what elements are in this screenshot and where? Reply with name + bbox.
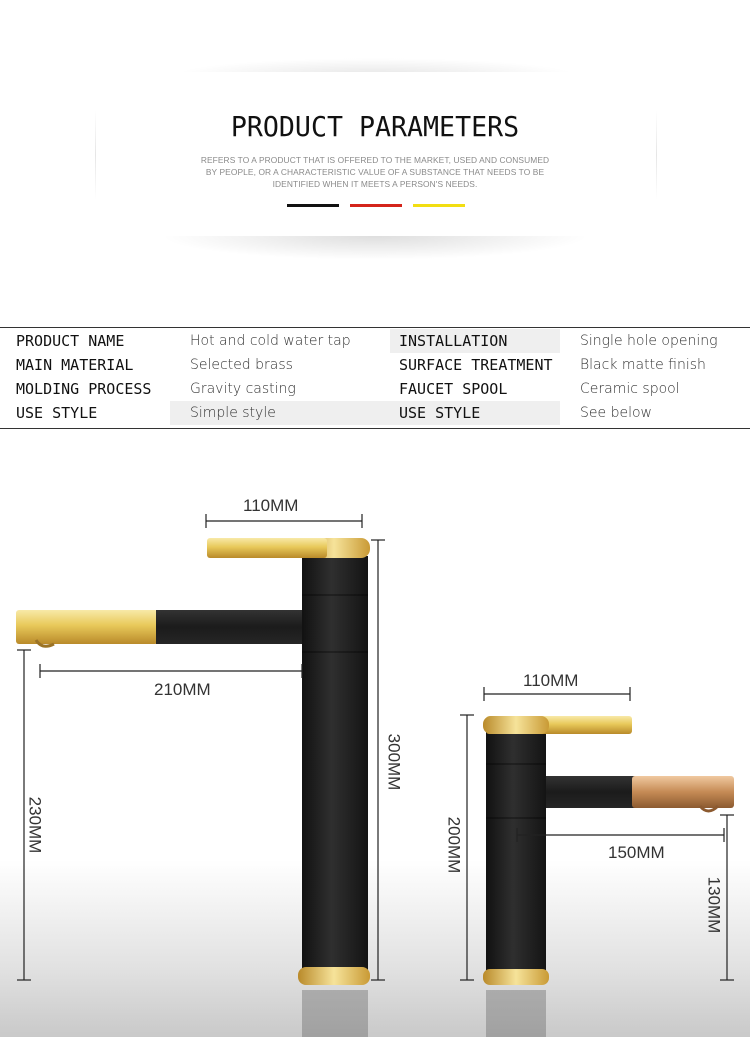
short-spout-reach-label: 150MM: [608, 843, 665, 862]
param-value: Simple style: [170, 401, 390, 425]
short-top-ring: [483, 716, 549, 734]
tall-faucet-reflection: [302, 990, 368, 1037]
param-value: Hot and cold water tap: [190, 333, 351, 349]
table-row: [0, 329, 750, 353]
param-label: PRODUCT NAME: [16, 332, 125, 350]
tall-faucet: [16, 538, 370, 985]
param-value: See below: [580, 405, 652, 421]
param-label: FAUCET SPOOL: [399, 380, 508, 398]
table-row: [0, 377, 750, 401]
tall-total-height-label: 300MM: [384, 733, 404, 791]
param-label: MAIN MATERIAL: [16, 356, 134, 374]
parameter-table: [0, 327, 750, 429]
param-value: Black matte finish: [580, 357, 706, 373]
param-label: USE STYLE: [16, 404, 98, 422]
table-row: [0, 401, 750, 425]
page-title: PRODUCT PARAMETERS: [230, 110, 520, 143]
param-label: MOLDING PROCESS: [16, 380, 152, 398]
short-faucet-reflection: [486, 990, 546, 1037]
param-value: Ceramic spool: [580, 381, 680, 397]
short-body: [486, 730, 546, 976]
tall-spout-gold: [16, 610, 158, 644]
table-row: [0, 353, 750, 377]
short-spout-black: [540, 776, 636, 808]
accent-bar-black: [287, 204, 339, 207]
tall-spout-height-label: 230MM: [25, 796, 45, 854]
short-handle-width-label: 110MM: [523, 671, 579, 690]
faucet-illustration: [0, 430, 750, 1037]
param-label: USE STYLE: [390, 401, 560, 425]
page-subtitle: REFERS TO A PRODUCT THAT IS OFFERED TO THE MARKET, USED AND CONSUMED BY PEOPLE, OR A CHARACTERISTIC VALUE OF A SUBSTANCE THAT NEEDS TO BE IDENTIFIED WHEN IT MEETS A PERSON'S NEEDS.: [200, 155, 550, 189]
param-value: Selected brass: [190, 357, 293, 373]
tall-spout-black: [156, 610, 306, 644]
param-value: Gravity casting: [190, 381, 296, 397]
card-shadow-bottom: [160, 236, 590, 260]
short-base-ring: [483, 969, 549, 985]
tall-base-ring: [298, 967, 370, 985]
short-spout-height-label: 130MM: [704, 876, 724, 934]
param-value: Single hole opening: [580, 333, 718, 349]
short-spout-gold: [632, 776, 734, 808]
param-label: INSTALLATION: [390, 329, 560, 353]
short-total-height-label: 200MM: [444, 816, 464, 874]
accent-bar-yellow: [413, 204, 465, 207]
tall-handle: [207, 538, 327, 558]
accent-bar-red: [350, 204, 402, 207]
tall-spout-reach-label: 210MM: [154, 680, 211, 699]
tall-handle-width-label: 110MM: [243, 496, 299, 515]
param-label: SURFACE TREATMENT: [399, 356, 553, 374]
tall-body: [302, 556, 368, 976]
